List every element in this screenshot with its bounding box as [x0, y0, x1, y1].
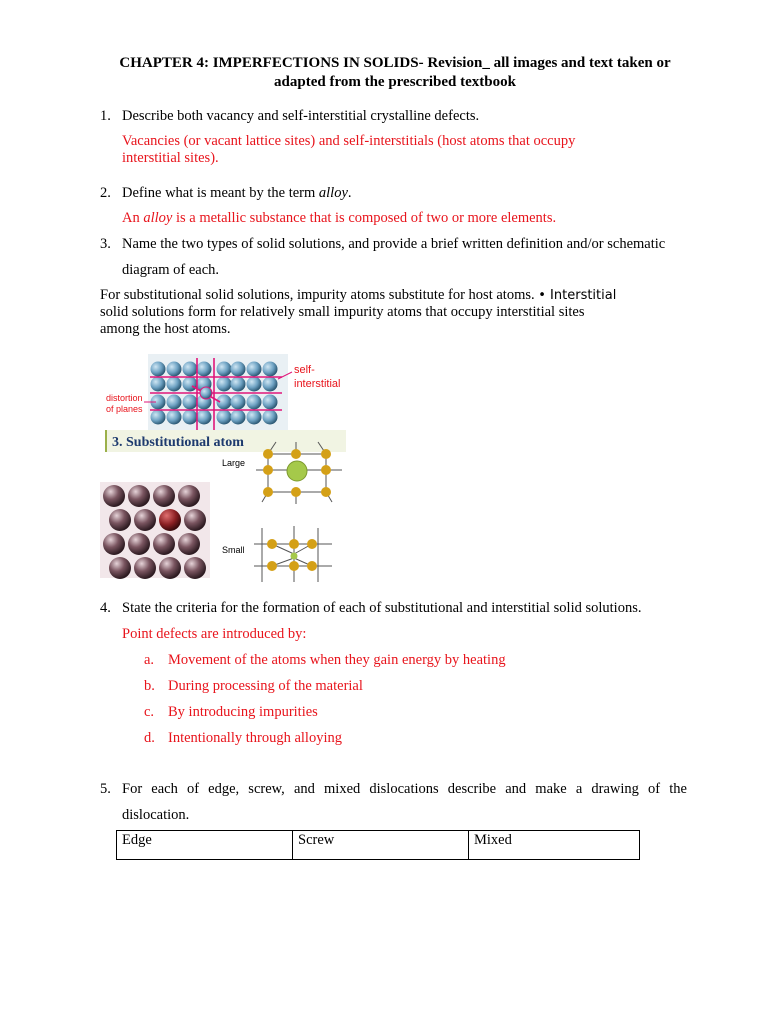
host-atom	[183, 395, 198, 410]
small-label: Small	[222, 545, 245, 555]
list-item-text: Movement of the atoms when they gain energy by heating	[168, 652, 506, 668]
host-atom	[159, 557, 181, 579]
self-interstitial-label-1: self-	[294, 364, 315, 376]
host-atom	[183, 410, 198, 425]
answer-2	[122, 210, 556, 227]
term-alloy: alloy	[318, 185, 348, 201]
page-title	[100, 54, 690, 92]
answer-term-alloy: alloy	[143, 210, 173, 226]
list-item-label: d.	[144, 730, 155, 746]
host-atom	[263, 362, 278, 377]
host-atom	[109, 557, 131, 579]
question-number: 5.	[100, 781, 111, 797]
question-text-after: .	[347, 185, 352, 201]
host-atom	[153, 485, 175, 507]
host-atom	[167, 362, 182, 377]
small-substitution-atoms	[267, 539, 317, 571]
title-line-2: adapted from the prescribed textbook	[274, 74, 516, 90]
list-item-text: Intentionally through alloying	[168, 730, 342, 746]
host-atom	[217, 377, 232, 392]
dislocation-table	[116, 830, 640, 860]
host-atom	[263, 395, 278, 410]
para-line-2: solid solutions form for relatively small impurity atoms that occupy interstitial sites	[100, 304, 585, 320]
question-3-line-2: diagram of each.	[122, 262, 220, 278]
host-atom	[134, 557, 156, 579]
answer-4-intro: Point defects are introduced by:	[122, 626, 307, 642]
para-line-1-b: • Interstitial	[538, 288, 617, 303]
distortion-label-1: distortion	[106, 393, 143, 403]
host-atom	[247, 395, 262, 410]
host-atom	[217, 410, 232, 425]
host-atom	[128, 485, 150, 507]
host-atom	[197, 410, 212, 425]
list-item-label: b.	[144, 678, 155, 694]
question-text	[122, 183, 352, 203]
host-atom	[231, 395, 246, 410]
host-atom	[103, 533, 125, 555]
question-text-before: Define what is meant by the term	[122, 185, 319, 201]
host-atom	[247, 362, 262, 377]
question-number: 4.	[100, 600, 111, 616]
host-atom	[197, 362, 212, 377]
substitutional-impurity-atom	[159, 509, 181, 531]
host-atom	[151, 410, 166, 425]
host-atom	[184, 557, 206, 579]
list-item-label: a.	[144, 652, 155, 668]
list-item-label: c.	[144, 704, 155, 720]
defects-figure	[96, 350, 376, 582]
host-atom	[178, 533, 200, 555]
host-atom	[183, 377, 198, 392]
table-header-screw: Screw	[293, 831, 469, 860]
answer-1	[122, 133, 575, 167]
host-atom	[151, 377, 166, 392]
host-atom	[247, 377, 262, 392]
title-line-1: CHAPTER 4: IMPERFECTIONS IN SOLIDS- Revision_ all images and text taken or	[119, 55, 671, 71]
large-substitution-atoms	[263, 449, 331, 497]
host-atom	[153, 533, 175, 555]
para-line-1-a: For substitutional solid solutions, impurity atoms substitute for host atoms.	[100, 287, 539, 303]
host-atom	[184, 509, 206, 531]
table-header-mixed: Mixed	[469, 831, 640, 860]
host-atom	[167, 410, 182, 425]
question-text: Describe both vacancy and self-interstitial crystalline defects.	[122, 108, 480, 124]
host-atom	[231, 362, 246, 377]
question-5-line-2: dislocation.	[122, 807, 190, 823]
host-atom	[231, 377, 246, 392]
host-atom	[217, 362, 232, 377]
question-text-line-1: Name the two types of solid solutions, and provide a brief written definition and/or schematic	[122, 236, 666, 252]
answer-line-1: Vacancies (or vacant lattice sites) and self-interstitials (host atoms that occupy	[122, 133, 576, 149]
table-row	[117, 831, 640, 860]
host-atom	[231, 410, 246, 425]
host-atom	[263, 377, 278, 392]
question-text-line-1: For each of edge, screw, and mixed dislocations describe and make a drawing of the	[122, 781, 687, 797]
question-text: State the criteria for the formation of each of substitutional and interstitial solid solutions.	[122, 600, 642, 616]
answer-line-2: interstitial sites).	[122, 150, 219, 166]
question-number: 2.	[100, 185, 111, 201]
host-atom	[151, 362, 166, 377]
list-item-text: During processing of the material	[168, 678, 363, 694]
question-number: 3.	[100, 236, 111, 252]
para-line-3: among the host atoms.	[100, 321, 231, 337]
large-label: Large	[222, 458, 246, 468]
host-atom	[263, 410, 278, 425]
host-atom	[247, 410, 262, 425]
table-header-edge: Edge	[117, 831, 293, 860]
host-atom	[183, 362, 198, 377]
question-number: 1.	[100, 108, 111, 124]
host-atom	[178, 485, 200, 507]
host-atom	[167, 377, 182, 392]
distortion-label-2: of planes	[106, 404, 143, 414]
host-atom	[109, 509, 131, 531]
para-line-1	[100, 287, 616, 304]
self-interstitial-lattice	[144, 354, 292, 432]
host-atom	[167, 395, 182, 410]
substitutional-banner: 3. Substitutional atom	[112, 435, 244, 450]
answer-after: is a metallic substance that is composed of two or more elements.	[172, 210, 557, 226]
host-atom	[134, 509, 156, 531]
list-item-text: By introducing impurities	[168, 704, 318, 720]
answer-before: An	[122, 210, 144, 226]
substitutional-maroon-lattice	[100, 482, 210, 579]
self-interstitial-label-2: interstitial	[294, 378, 341, 390]
host-atom	[128, 533, 150, 555]
host-atom	[103, 485, 125, 507]
solid-solutions-paragraph	[100, 287, 616, 338]
